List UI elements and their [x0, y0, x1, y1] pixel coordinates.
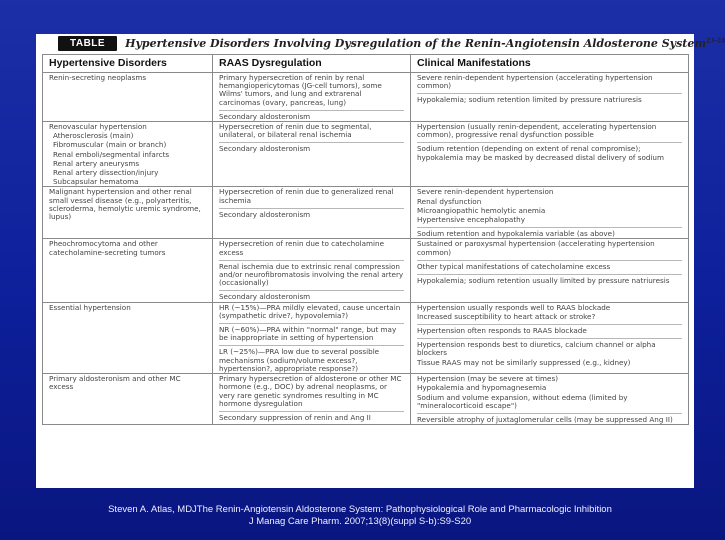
clinical-text: Severe renin-dependent hypertension	[417, 187, 554, 197]
clinical-text: Hypokalemia; sodium retention usually limited by pressure natriuresis	[417, 276, 670, 286]
clinical-text: Sodium retention and hypokalemia variable (as above)	[417, 229, 615, 239]
raas-group	[219, 290, 404, 301]
clinical-group	[417, 338, 682, 367]
raas-text: Hypersecretion of renin due to catecholamine excess	[219, 239, 385, 257]
raas-text: Primary hypersecretion of aldosterone or other MC hormone (e.g., DOC) by adrenal neoplasms, or very rare genetic syndromes resulting in MC hormone dysregulation	[219, 374, 402, 408]
raas-group	[219, 142, 404, 153]
table-tag: TABLE	[58, 36, 117, 51]
raas-group	[219, 123, 404, 139]
clinical-group	[417, 274, 682, 285]
disorder-text: Subcapsular hematoma	[53, 177, 139, 187]
clinical-text: Hypertension responds best to diuretics, calcium channel or alpha blockers	[417, 340, 656, 358]
clinical-group	[417, 142, 682, 161]
raas-group	[219, 188, 404, 204]
raas-text: Secondary aldosteronism	[219, 209, 311, 219]
table-row	[43, 187, 689, 239]
clinical-cell	[411, 239, 689, 302]
table-title-text: Hypertensive Disorders Involving Dysregulation of the Renin-Angiotensin Aldosterone System	[125, 36, 706, 50]
raas-text: Secondary aldosteronism	[219, 144, 311, 154]
table-image	[36, 34, 725, 488]
raas-cell	[213, 239, 411, 302]
raas-group	[219, 411, 404, 422]
disorder-cell	[43, 187, 213, 239]
raas-text: Secondary aldosteronism	[219, 292, 311, 302]
raas-group	[219, 240, 404, 256]
raas-text: Secondary aldosteronism	[219, 111, 311, 121]
raas-text: Hypersecretion of renin due to generalized renal ischemia	[219, 187, 394, 205]
table-title	[125, 37, 725, 50]
clinical-text: Hypertension usually responds well to RAAS blockade	[417, 302, 611, 312]
disorder-cell	[43, 73, 213, 122]
clinical-text: Severe renin-dependent hypertension (accelerating hypertension common)	[417, 73, 653, 91]
table-header-row	[43, 55, 689, 73]
raas-group	[219, 74, 404, 107]
clinical-text: Sodium and volume expansion, without edema (limited by "mineralocorticoid escape")	[417, 392, 628, 410]
table-row	[43, 374, 689, 425]
raas-group	[219, 260, 404, 288]
clinical-cell	[411, 302, 689, 373]
clinical-group	[417, 123, 682, 139]
clinical-text: Renal dysfunction	[417, 196, 482, 206]
clinical-group	[417, 188, 682, 224]
clinical-text: Hypertension (may be severe at times)	[417, 374, 559, 384]
clinical-group	[417, 324, 682, 335]
disorder-text: Malignant hypertension and other renal small vessel disease (e.g., polyarteritis, scleroderma, hemolytic uremic syndrome, lupus)	[49, 187, 201, 222]
column-header: RAAS Dysregulation	[213, 55, 411, 73]
disorder-text: Fibromuscular (main or branch)	[53, 140, 167, 150]
raas-text: HR (~15%)—PRA mildly elevated, cause uncertain (sympathetic drive?, hypovolemia?)	[219, 302, 401, 320]
raas-cell	[213, 187, 411, 239]
disorder-text: Renal artery aneurysms	[53, 158, 140, 168]
clinical-group	[417, 304, 682, 321]
raas-text: Renal ischemia due to extrinsic renal compression and/or neurofibromatosis involving the renal artery (occasionally)	[219, 261, 404, 288]
raas-text: LR (~25%)—PRA low due to several possible mechanisms (sodium/volume excess?, hypertension?, appropriate response?)	[219, 347, 380, 373]
clinical-text: Sodium retention (depending on extent of renal compromise); hypokalemia may be masked by decreased distal delivery of sodium	[417, 144, 664, 162]
raas-text: Primary hypersecretion of renin by renal hemangiopericytomas (JG-cell tumors), some Wilms' tumors, and lung and extrarenal carcinomas (ovary, pancreas, lung)	[219, 73, 382, 107]
table-row	[43, 302, 689, 373]
raas-text: NR (~60%)—PRA within "normal" range, but may be inappropriate in setting of hypertension	[219, 325, 397, 343]
clinical-text: Tissue RAAS may not be similarly suppressed (e.g., kidney)	[417, 357, 631, 367]
clinical-group	[417, 227, 682, 238]
disorder-cell	[43, 239, 213, 302]
clinical-group	[417, 93, 682, 104]
disorder-text: Pheochromocytoma and other catecholamine-secreting tumors	[49, 239, 166, 257]
clinical-cell	[411, 122, 689, 187]
disorder-text: Renal emboli/segmental infarcts	[53, 149, 170, 159]
table-row	[43, 122, 689, 187]
citation-caption	[60, 504, 660, 529]
disorder-cell	[43, 302, 213, 373]
clinical-group	[417, 74, 682, 90]
clinical-group	[417, 413, 682, 424]
raas-group	[219, 323, 404, 342]
clinical-text: Sustained or paroxysmal hypertension (accelerating hypertension common)	[417, 239, 655, 257]
raas-text: Secondary suppression of renin and Ang II	[219, 412, 371, 422]
disorder-cell	[43, 374, 213, 425]
disorder-text: Atherosclerosis (main)	[53, 131, 134, 141]
clinical-text: Reversible atrophy of juxtaglomerular cells (may be suppressed Ang II)	[417, 414, 673, 424]
raas-group	[219, 304, 404, 320]
raas-group	[219, 375, 404, 408]
raas-cell	[213, 302, 411, 373]
clinical-text: Hypokalemia and hypomagnesemia	[417, 383, 547, 393]
clinical-text: Increased susceptibility to heart attack or stroke?	[417, 311, 596, 321]
clinical-text: Hypokalemia; sodium retention limited by pressure natriuresis	[417, 95, 642, 105]
table-title-refs: 23-24	[705, 36, 725, 44]
raas-group	[219, 345, 404, 373]
disorder-text: Renal artery dissection/injury	[53, 168, 159, 178]
column-header: Hypertensive Disorders	[43, 55, 213, 73]
citation-line-1: Steven A. Atlas, MDJThe Renin-Angiotensin Aldosterone System: Pathophysiological Role and Pharmacologic Inhibition	[108, 504, 612, 515]
clinical-text: Hypertension (usually renin-dependent, accelerating hypertension common), progressive renal dysfunction possible	[417, 122, 657, 140]
disorder-text: Essential hypertension	[49, 302, 131, 312]
table-row	[43, 73, 689, 122]
clinical-cell	[411, 187, 689, 239]
clinical-group	[417, 375, 682, 410]
disorder-cell	[43, 122, 213, 187]
rAAS-table	[42, 54, 689, 425]
column-header: Clinical Manifestations	[411, 55, 689, 73]
raas-cell	[213, 122, 411, 187]
disorder-text: Renovascular hypertension	[49, 122, 147, 132]
clinical-cell	[411, 73, 689, 122]
raas-text: Hypersecretion of renin due to segmental, unilateral, or bilateral renal ischemia	[219, 122, 372, 140]
clinical-text: Microangiopathic hemolytic anemia	[417, 205, 546, 215]
disorder-text: Primary aldosteronism and other MC excess	[49, 374, 181, 392]
clinical-cell	[411, 374, 689, 425]
clinical-text: Hypertension often responds to RAAS blockade	[417, 326, 587, 336]
clinical-group	[417, 260, 682, 271]
table-row	[43, 239, 689, 302]
raas-cell	[213, 73, 411, 122]
table-header-bar	[36, 34, 725, 52]
raas-group	[219, 208, 404, 219]
clinical-group	[417, 240, 682, 256]
disorder-text: Renin-secreting neoplasms	[49, 73, 147, 82]
raas-group	[219, 110, 404, 121]
citation-line-2: J Manag Care Pharm. 2007;13(8)(suppl S-b):S9-S20	[248, 516, 472, 528]
clinical-text: Hypertensive encephalopathy	[417, 215, 525, 225]
clinical-text: Other typical manifestations of catecholamine excess	[417, 261, 611, 271]
raas-cell	[213, 374, 411, 425]
